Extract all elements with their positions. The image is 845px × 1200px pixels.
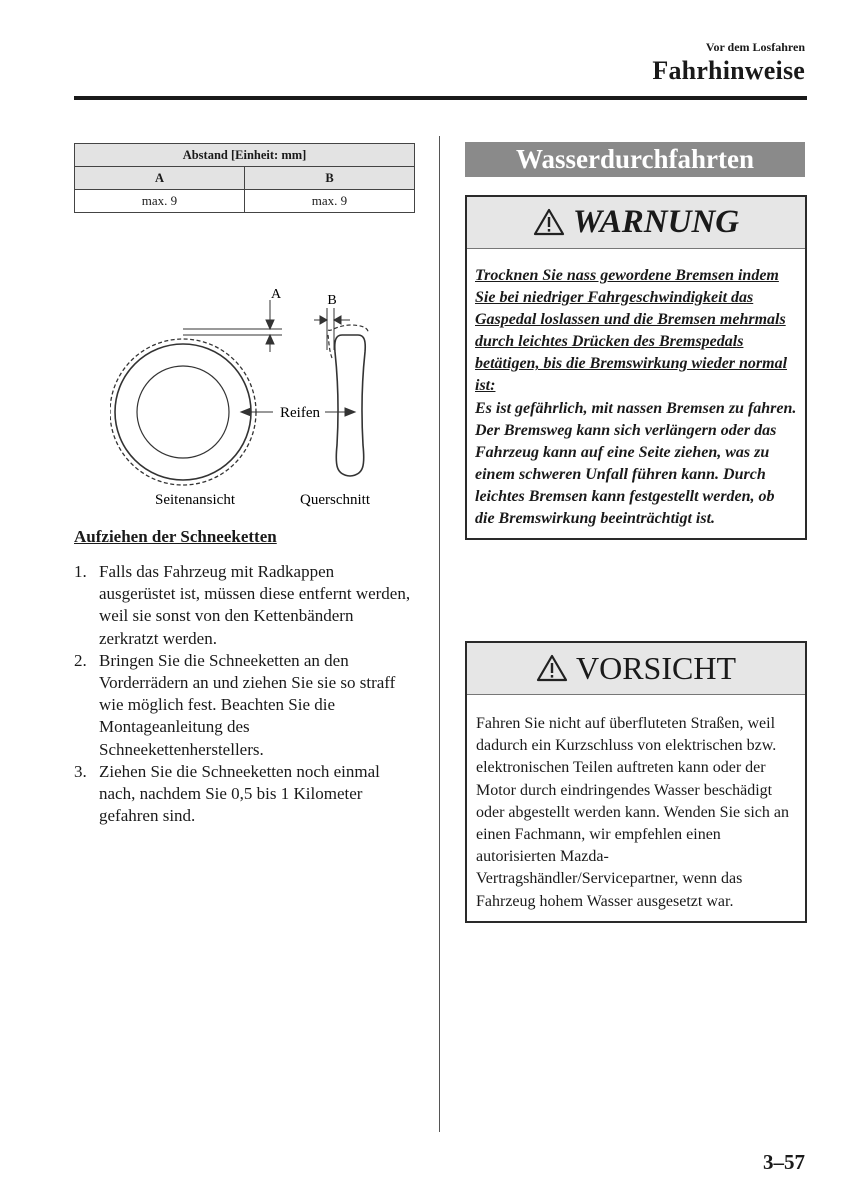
tire-side-view: [110, 339, 256, 485]
table-value-a: max. 9: [75, 190, 245, 213]
step-number: 2.: [74, 650, 87, 670]
header-section-label: Vor dem Losfahren: [705, 40, 805, 54]
label-tire: Reifen: [280, 405, 320, 421]
column-divider: [439, 136, 440, 1132]
step-number: 3.: [74, 761, 87, 781]
table-value-b: max. 9: [245, 190, 415, 213]
warning-header: [467, 197, 805, 249]
snow-chain-steps: [74, 561, 414, 827]
caution-triangle-icon: [536, 654, 568, 687]
dimension-b-marker: [314, 308, 350, 350]
step-text: Falls das Fahrzeug mit Radkappen ausgerüstet ist, müssen diese entfernt werden, weil sie sonst von den Kettenbändern zerkratzt werden.: [99, 562, 411, 648]
water-section-heading: Wasserdurchfahrten: [465, 142, 805, 177]
warning-body: [467, 249, 805, 538]
warning-label: WARNUNG: [572, 204, 740, 240]
caption-cross-section: Querschnitt: [300, 492, 370, 508]
list-item: [74, 650, 414, 761]
caption-side-view: Seitenansicht: [155, 492, 235, 508]
table-header-b: B: [245, 167, 415, 190]
caution-header: [467, 643, 805, 695]
warning-instruction: Trocknen Sie nass gewordene Bremsen indem Sie bei niedriger Fahrgeschwindigkeit das Gaspedal loslassen und die Bremsen mehrmals durch leichtes Drücken des Bremspedals betätigen, bis die Bremswirkung wieder normal ist:: [475, 267, 788, 395]
header-rule: [74, 96, 807, 100]
warning-text: Es ist gefährlich, mit nassen Bremsen zu fahren. Der Bremsweg kann sich verlängern oder das Fahrzeug kann auf eine Seite ziehen, was zu einem schweren Unfall führen kann. Durch leichtes Bremsen kann festgestellt werden, ob die Bremswirkung beeinträchtigt ist.: [475, 399, 797, 528]
step-text: Ziehen Sie die Schneeketten noch einmal nach, nachdem Sie 0,5 bis 1 Kilometer gefahren sind.: [99, 761, 380, 826]
page-number: 3–57: [763, 1150, 805, 1174]
tire-chain-diagram: [110, 280, 410, 516]
caution-text: Fahren Sie nicht auf überfluteten Straßen, weil dadurch ein Kurzschluss von elektrischen bzw. elektronischen Teilen auftreten kann oder der Motor durch eindringendes Wasser beschädigt oder abgestellt werden kann. Wenden Sie sich an einen Fachmann, wir empfehlen einen autorisierten Mazda-Vertragshändler/Servicepartner, wenn das Fahrzeug hohem Wasser ausgesetzt war.: [476, 715, 789, 910]
label-b: B: [327, 293, 337, 308]
step-number: 1.: [74, 562, 87, 581]
page-title: Fahrhinweise: [652, 56, 805, 85]
list-item: [74, 561, 414, 650]
label-a: A: [270, 287, 282, 302]
table-header-a: A: [75, 167, 245, 190]
dimension-a-marker: [183, 300, 282, 352]
caution-box: [465, 641, 807, 923]
table-caption: Abstand [Einheit: mm]: [75, 144, 415, 167]
step-text: Bringen Sie die Schneeketten an den Vorderrädern an und ziehen Sie sie so straff wie möglich fest. Beachten Sie die Montageanleitung des Schneekettenherstellers.: [99, 650, 396, 759]
warning-triangle-icon: [533, 208, 565, 241]
clearance-table: [74, 143, 415, 213]
list-item: [74, 761, 414, 828]
warning-box: [465, 195, 807, 540]
snow-chain-heading: Aufziehen der Schneeketten: [74, 527, 277, 546]
caution-label: VORSICHT: [575, 650, 736, 686]
